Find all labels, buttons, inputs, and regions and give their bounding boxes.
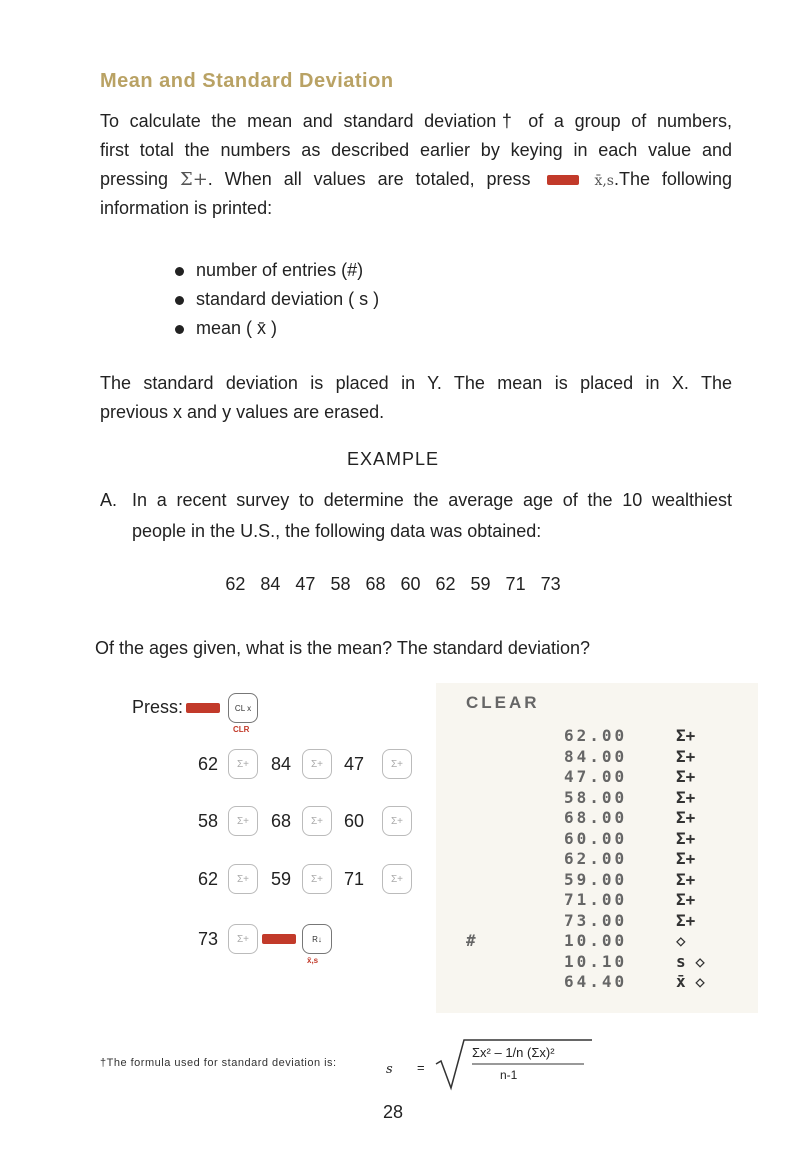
bullet-text: mean ( x̄ ) [196,318,278,338]
press-label: Press: [132,697,184,717]
example-title: EXAMPLE [346,449,440,469]
printer-tape [436,683,758,1013]
entry-value: 71 [344,869,365,889]
sigma-plus-key[interactable]: Σ+ [228,749,258,779]
intro-line-3 [100,165,732,194]
section-heading: Mean and Standard Deviation [100,70,394,92]
mean-sd-sublabel: x̄,s [307,956,319,965]
tape-key: Σ+ [676,910,696,930]
gold-shift-key-icon [547,175,579,185]
list-item [175,314,379,343]
footnote-text: †The formula used for standard deviation is: [100,1057,337,1069]
tape-key: x̄ ◇ [676,972,705,991]
intro-line-4: information is printed: [100,198,273,218]
question-text: Of the ages given, what is the mean? The standard deviation? [95,638,590,658]
tape-key: Σ+ [676,890,696,909]
sigma-plus-key[interactable]: Σ+ [302,749,332,779]
sigma-plus-key[interactable]: Σ+ [228,806,258,836]
tape-row [436,788,758,808]
sd-symbol: s [386,1062,393,1077]
ages-data: 62 84 47 58 68 60 62 59 71 73 [225,574,561,594]
tape-row [436,829,758,849]
equals-sign: = [417,1060,425,1075]
bullet-icon [175,267,184,276]
tape-row [436,747,758,767]
tape-value: 47.00 [564,767,628,786]
tape-value: 62.00 [564,849,628,868]
entry-value: 60 [344,811,365,831]
sigma-plus-key[interactable]: Σ+ [302,806,332,836]
placement-paragraph [100,369,732,427]
tape-row [436,911,758,931]
tape-key: Σ+ [676,726,696,745]
tape-key: Σ+ [676,767,696,786]
tape-value: 59.00 [564,869,628,889]
tape-value: 60.00 [564,828,628,848]
tape-label: # [466,931,476,950]
intro-paragraph [100,107,732,223]
tape-value: 84.00 [564,746,628,766]
formula-denominator: n-1 [500,1068,518,1082]
problem-marker: A. [100,490,118,510]
entry-value: 73 [198,929,219,949]
tape-value: 10.10 [564,951,628,971]
intro-when-text: . When all values are totaled, press [207,169,531,189]
entry-value: 62 [198,754,219,774]
tape-row [436,972,758,992]
sigma-plus-key[interactable]: Σ+ [382,749,412,779]
tape-value: 10.00 [564,931,628,950]
tape-value: 71.00 [564,890,628,909]
intro-following-text: .The following [613,169,732,189]
sigma-plus-key[interactable]: Σ+ [382,864,412,894]
tape-row [436,952,758,972]
tape-key: ◇ [676,931,686,950]
mean-sd-symbol: x̄,s [594,173,614,189]
tape-key: Σ+ [676,869,696,889]
page-number: 28 [382,1102,404,1122]
clx-key[interactable]: CL x [228,693,258,723]
tape-row [436,931,758,951]
problem-line-2: people in the U.S., the following data was obtained: [132,521,542,541]
tape-row [436,890,758,910]
list-item [175,285,379,314]
sigma-plus-key[interactable]: Σ+ [228,864,258,894]
tape-row [436,808,758,828]
entry-value: 58 [198,811,219,831]
entry-value: 59 [271,869,292,889]
problem-paragraph [132,485,732,547]
sigma-plus-symbol: Σ+ [179,169,208,190]
placement-line-2: previous x and y values are erased. [100,402,385,422]
sigma-plus-key[interactable]: Σ+ [302,864,332,894]
gold-shift-key-icon[interactable] [186,703,220,713]
tape-row [436,726,758,746]
tape-row [436,767,758,787]
intro-line-2: first total the numbers as described earlier by keying in each value and [100,140,732,160]
tape-key: s ◇ [676,951,705,971]
bullet-icon [175,325,184,334]
tape-row [436,870,758,890]
gold-shift-key-icon[interactable] [262,934,296,944]
tape-key: Σ+ [676,787,696,807]
tape-value: 73.00 [564,910,628,930]
tape-key: Σ+ [676,746,696,766]
tape-key: Σ+ [676,808,696,827]
tape-value: 62.00 [564,726,628,745]
clr-sublabel: CLR [233,725,250,734]
sigma-plus-key[interactable]: Σ+ [382,806,412,836]
placement-line-1: The standard deviation is placed in Y. The mean is placed in X. The [100,373,732,393]
tape-clear-label: CLEAR [466,693,540,712]
tape-key: Σ+ [676,849,696,868]
tape-row [436,849,758,869]
sigma-plus-key[interactable]: Σ+ [228,924,258,954]
bullet-text: standard deviation ( s ) [196,289,380,309]
entry-value: 62 [198,869,219,889]
problem-line-1: In a recent survey to determine the average age of the 10 wealthiest [132,490,732,510]
bullet-icon [175,296,184,305]
list-item [175,256,379,285]
printed-info-list [175,256,379,343]
tape-key: Σ+ [676,828,696,848]
entry-value: 47 [344,754,365,774]
tape-value: 64.40 [564,972,628,991]
formula-numerator: Σx² – 1/n (Σx)² [472,1045,555,1060]
intro-line-1: To calculate the mean and standard deviation† of a group of numbers, [100,111,732,131]
tape-value: 58.00 [564,787,628,807]
roll-down-key[interactable]: R↓ [302,924,332,954]
tape-value: 68.00 [564,808,628,827]
bullet-text: number of entries (#) [196,260,364,280]
entry-value: 84 [271,754,292,774]
intro-pressing: pressing [100,169,169,189]
entry-value: 68 [271,811,292,831]
